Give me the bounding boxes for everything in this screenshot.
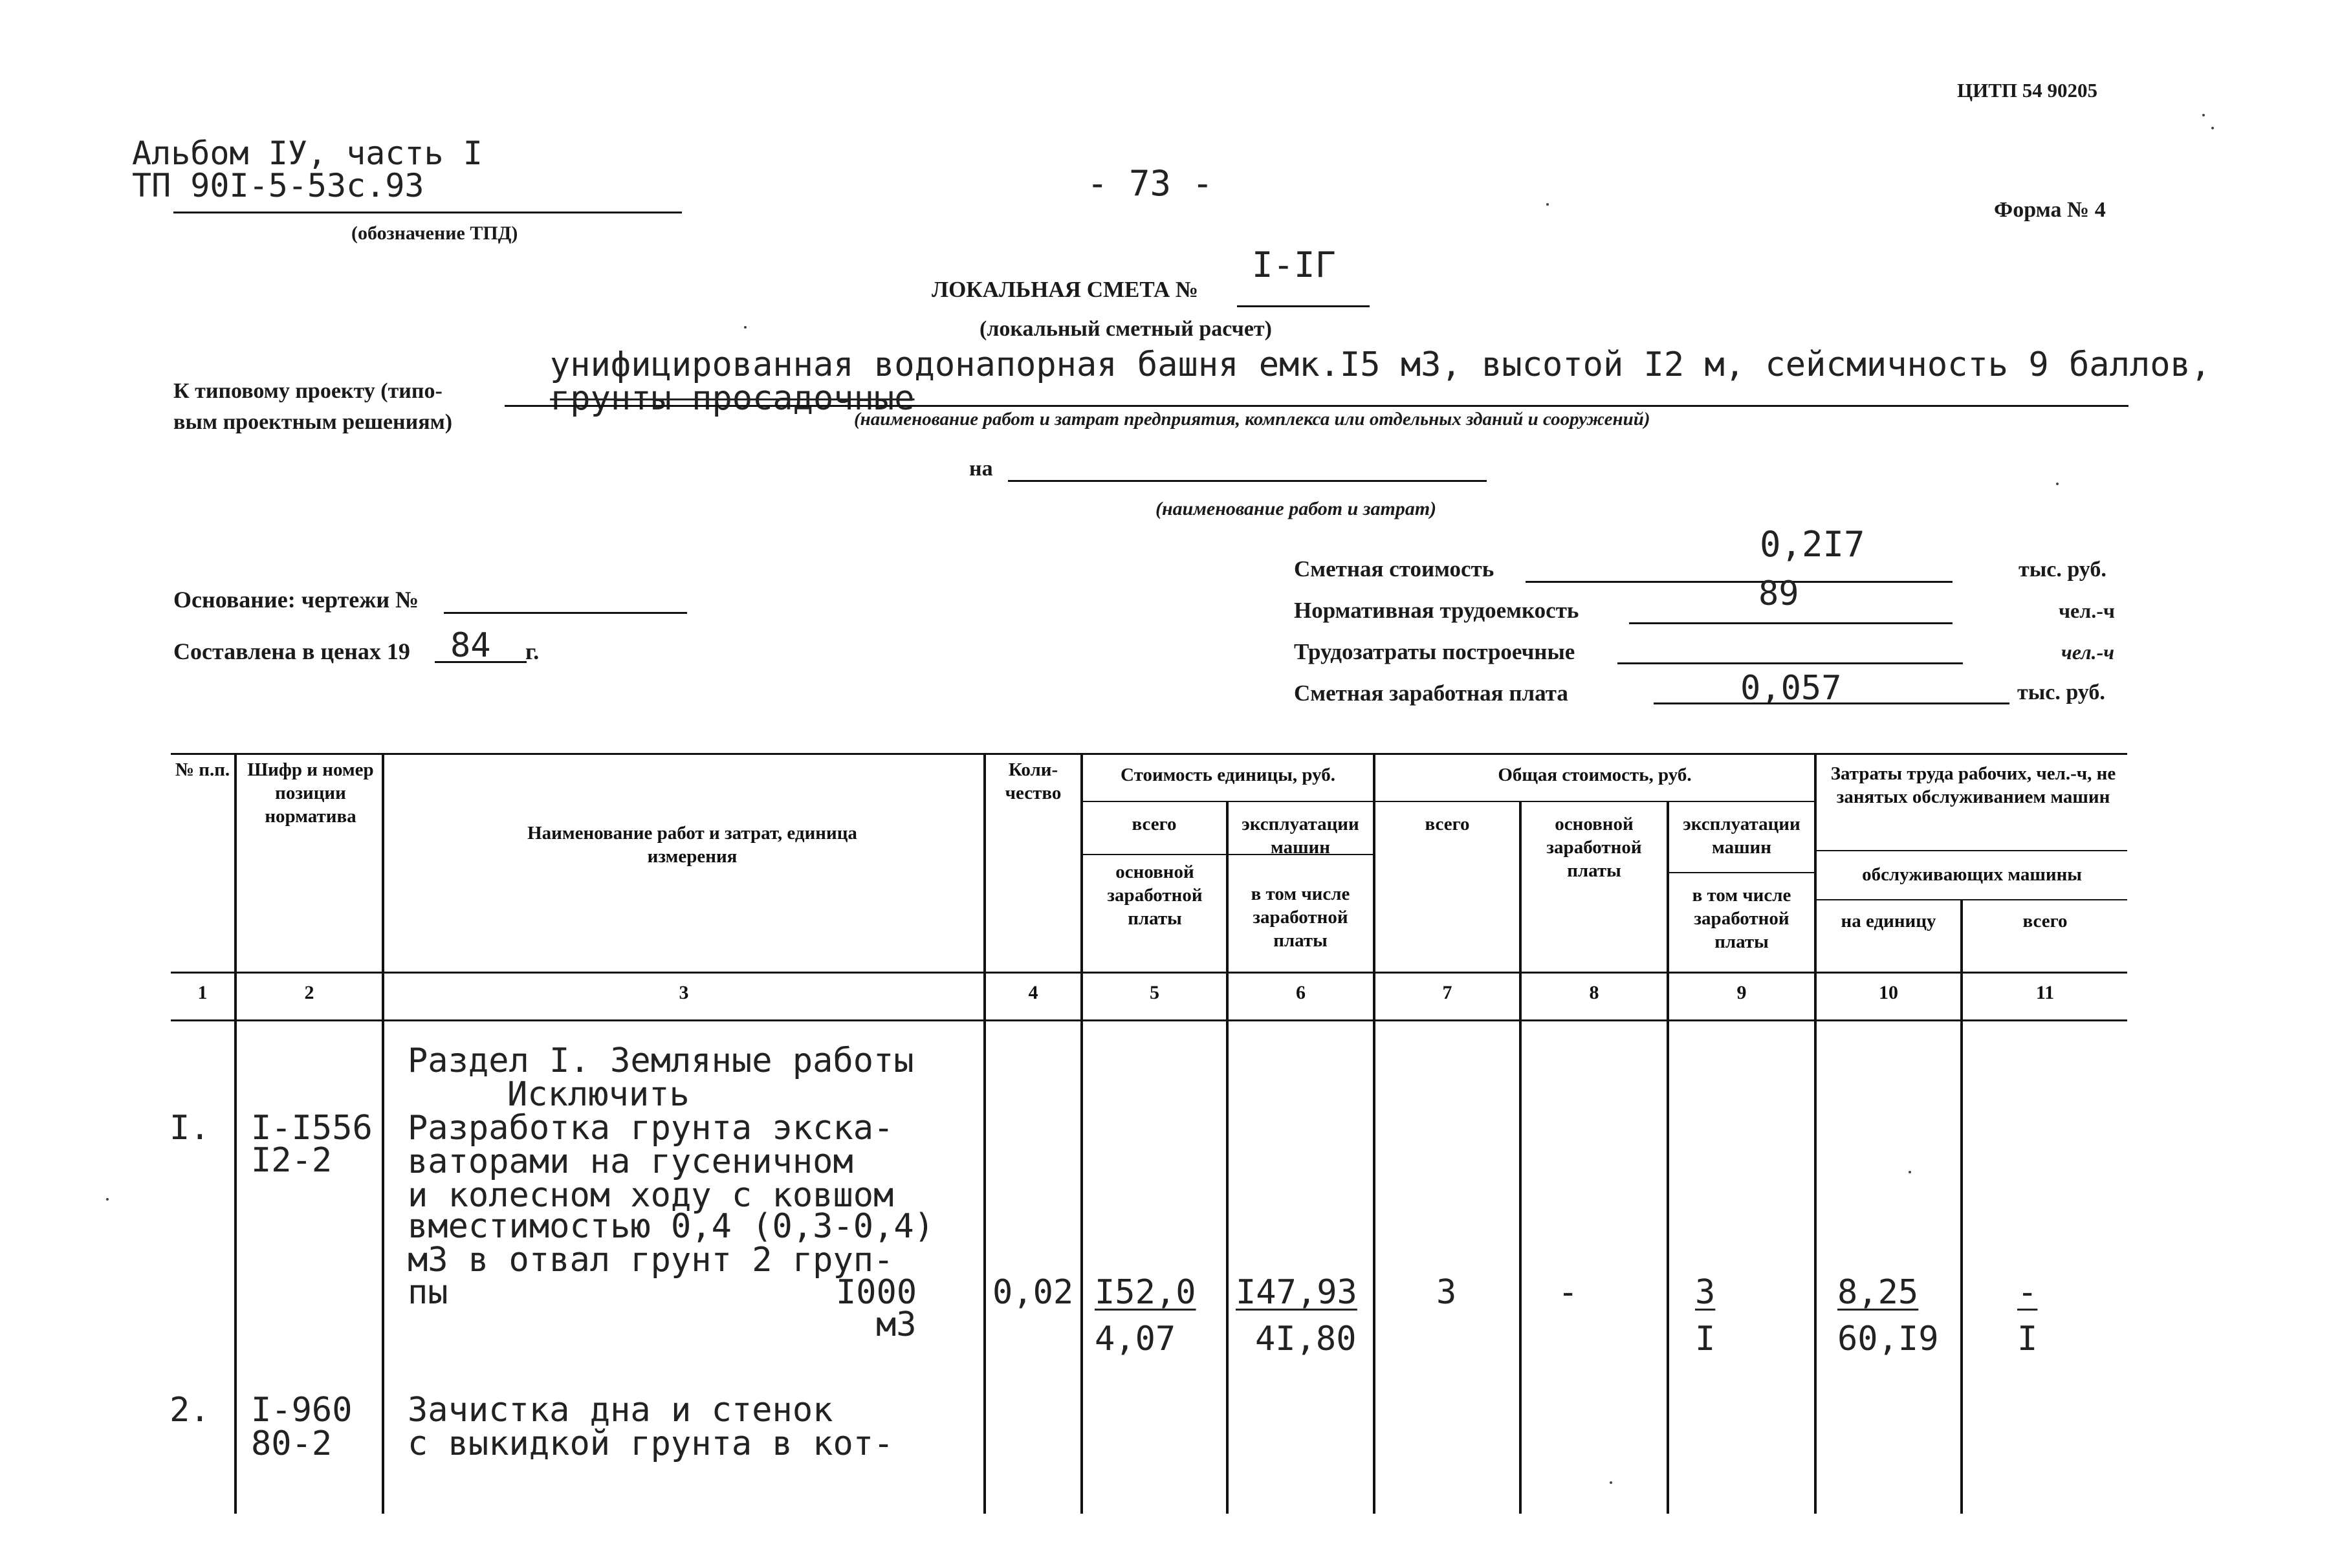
section-title: Раздел I. Земляные работы	[408, 1041, 914, 1080]
form-label: Форма № 4	[1994, 198, 2106, 222]
summary-label-wages: Сметная заработная плата	[1294, 681, 1568, 706]
row1-name-6: пы	[408, 1273, 448, 1312]
scan-speck	[2202, 114, 2205, 116]
smeta-subtitle: (локальный сметный расчет)	[979, 317, 1272, 341]
project-caption: (наименование работ и затрат предприятия, комплекса или отдельных зданий и сооружений)	[854, 409, 1650, 430]
album-line-2: ТП 90I-5-53с.93	[132, 167, 424, 204]
smeta-number-underline	[1237, 305, 1370, 307]
row2-code-1: I-960	[251, 1391, 353, 1430]
na-caption: (наименование работ и затрат)	[1155, 498, 1437, 519]
colnum-4: 4	[1028, 982, 1038, 1003]
colnum-3: 3	[679, 982, 689, 1003]
summary-value-labor: 89	[1758, 574, 1799, 613]
colnum-5: 5	[1150, 982, 1159, 1003]
row1-code-1: I-I556	[251, 1109, 373, 1148]
project-underline	[505, 405, 2129, 407]
row1-name-2: ваторами на гусеничном	[408, 1142, 853, 1181]
row2-name-1: Зачистка дна и стенок	[408, 1391, 833, 1430]
smeta-title: ЛОКАЛЬНАЯ СМЕТА №	[932, 277, 1199, 302]
header-c6-bottom: в том числе заработной платы	[1251, 884, 1350, 951]
summary-underline-labor	[1629, 622, 1953, 624]
scan-speck	[744, 326, 747, 329]
colnum-10: 10	[1879, 982, 1898, 1003]
row2-name-2: с выкидкой грунта в кот-	[408, 1424, 894, 1463]
project-label-1: К типовому проекту (типо-	[173, 379, 443, 403]
document-code: ЦИТП 54 90205	[1957, 79, 2098, 102]
summary-unit-cost: тыс. руб.	[2019, 558, 2107, 582]
scan-speck	[1909, 1171, 1911, 1173]
header-c2: Шифр и номер позиции норматива	[247, 759, 374, 827]
header-bottom-rule	[171, 972, 2127, 974]
summary-label-cost: Сметная стоимость	[1294, 556, 1494, 582]
row1-c11-top: -	[2017, 1273, 2038, 1312]
row1-c7: 3	[1436, 1273, 1457, 1312]
vrule-6	[1373, 753, 1375, 1514]
colnum-1: 1	[197, 982, 208, 1003]
vrule-1	[234, 753, 237, 1514]
scan-speck	[2211, 127, 2214, 129]
colnum-7: 7	[1442, 982, 1452, 1003]
row1-c9-bottom: I	[1695, 1320, 1716, 1358]
na-underline	[1008, 480, 1487, 482]
row1-unit-qty: I000	[836, 1273, 917, 1312]
prices-year: 84	[450, 626, 491, 665]
summary-unit-labor: чел.-ч	[2059, 599, 2115, 622]
scan-speck	[1546, 203, 1549, 206]
summary-underline-wages	[1654, 702, 2009, 704]
header-c8: основной заработной платы	[1546, 814, 1642, 881]
section-note: Исключить	[507, 1075, 690, 1114]
rule-labor-sub2	[1814, 899, 2127, 900]
row1-qty: 0,02	[992, 1273, 1074, 1312]
row1-unit: м3	[876, 1305, 917, 1344]
colnum-6: 6	[1296, 982, 1306, 1003]
header-c4: Коли-чество	[1005, 759, 1062, 803]
summary-value-wages: 0,057	[1740, 669, 1842, 708]
row2-code-2: 80-2	[251, 1424, 333, 1463]
summary-label-site-labor: Трудозатраты построечные	[1294, 639, 1575, 664]
row1-c10-bottom: 60,I9	[1837, 1320, 1939, 1358]
row1-name-4: вместимостью 0,4 (0,3-0,4)	[408, 1207, 934, 1246]
header-c3: Наименование работ и затрат, единица измерения	[527, 823, 857, 867]
page-number: - 73 -	[1087, 163, 1214, 204]
vrule-2	[382, 753, 384, 1514]
row1-c6-bottom: 4I,80	[1255, 1320, 1357, 1358]
header-c7: всего	[1425, 814, 1470, 834]
summary-underline-site-labor	[1617, 662, 1963, 664]
scan-speck	[106, 1198, 109, 1201]
vrule-4	[1080, 753, 1083, 1514]
header-c9-bottom: в том числе заработной платы	[1692, 885, 1791, 952]
header-c10: на единицу	[1841, 911, 1936, 931]
summary-unit-site-labor: чел.-ч	[2061, 640, 2115, 664]
rule-labor-sub1	[1814, 850, 2127, 851]
scan-speck	[1610, 1481, 1612, 1484]
row1-c11-bottom: I	[2017, 1320, 2038, 1358]
project-value-1: унифицированная водонапорная башня емк.I5 м3, высотой I2 м, сейсмичность 9 баллов,	[550, 345, 2211, 384]
project-value-2: грунты просадочные	[550, 379, 915, 418]
scan-speck	[2056, 483, 2059, 485]
drawings-label: Основание: чертежи №	[173, 587, 419, 613]
prices-suffix: г.	[525, 638, 540, 664]
row1-code-2: I2-2	[251, 1141, 333, 1180]
header-labor-sub: обслуживающих машины	[1862, 864, 2082, 885]
smeta-number: I-IГ	[1252, 245, 1337, 285]
colnum-bottom-rule	[171, 1019, 2127, 1021]
rule-c9-sub	[1667, 872, 1814, 873]
vrule-3	[983, 753, 986, 1514]
summary-unit-wages: тыс. руб.	[2017, 681, 2105, 704]
row1-c5-bottom: 4,07	[1095, 1320, 1176, 1358]
na-label: на	[969, 457, 993, 481]
colnum-9: 9	[1736, 982, 1747, 1003]
table-top-rule	[171, 753, 2127, 755]
vrule-7	[1519, 801, 1522, 1514]
summary-label-labor: Нормативная трудоемкость	[1294, 598, 1579, 623]
row1-c8: -	[1558, 1273, 1579, 1312]
prices-label: Составлена в ценах 19	[173, 638, 410, 664]
colnum-2: 2	[304, 982, 314, 1003]
vrule-5	[1226, 801, 1229, 1514]
header-c5-top: всего	[1132, 814, 1177, 834]
header-c11: всего	[2022, 911, 2068, 931]
tpd-caption: (обозначение ТПД)	[351, 223, 518, 244]
row2-num: 2.	[170, 1391, 210, 1430]
album-line-1: Альбом IУ, часть I	[132, 135, 483, 172]
vrule-8	[1667, 801, 1669, 1514]
header-c5-bottom: основной заработной платы	[1107, 862, 1203, 929]
header-c9-top: эксплуатации машин	[1683, 814, 1800, 858]
summary-value-cost: 0,2I7	[1760, 524, 1865, 565]
row1-c6-top: I47,93	[1236, 1273, 1357, 1312]
project-label-2: вым проектным решениям)	[173, 410, 453, 434]
header-total-cost: Общая стоимость, руб.	[1498, 765, 1692, 785]
row1-c10-top: 8,25	[1837, 1273, 1919, 1312]
header-c1: № п.п.	[175, 759, 230, 780]
row1-name-5: м3 в отвал грунт 2 груп-	[408, 1241, 894, 1279]
colnum-11: 11	[2035, 982, 2055, 1003]
header-c6-top: эксплуатации машин	[1242, 814, 1359, 858]
row1-c9-top: 3	[1695, 1273, 1716, 1312]
rule-total-cost-sub	[1373, 801, 1814, 802]
row1-name-1: Разработка грунта экска-	[408, 1109, 894, 1148]
prices-year-underline	[435, 661, 527, 663]
header-labor: Затраты труда рабочих, чел.-ч, не занятых обслуживанием машин	[1830, 763, 2116, 807]
row1-name-3: и колесном ходу с ковшом	[408, 1176, 894, 1215]
row1-num: I.	[170, 1109, 210, 1148]
colnum-8: 8	[1589, 982, 1599, 1003]
header-unit-cost: Стоимость единицы, руб.	[1121, 765, 1335, 785]
row1-c5-top: I52,0	[1095, 1273, 1196, 1312]
summary-underline-cost	[1526, 581, 1953, 583]
drawings-underline	[444, 612, 687, 614]
tpd-underline	[173, 212, 682, 213]
